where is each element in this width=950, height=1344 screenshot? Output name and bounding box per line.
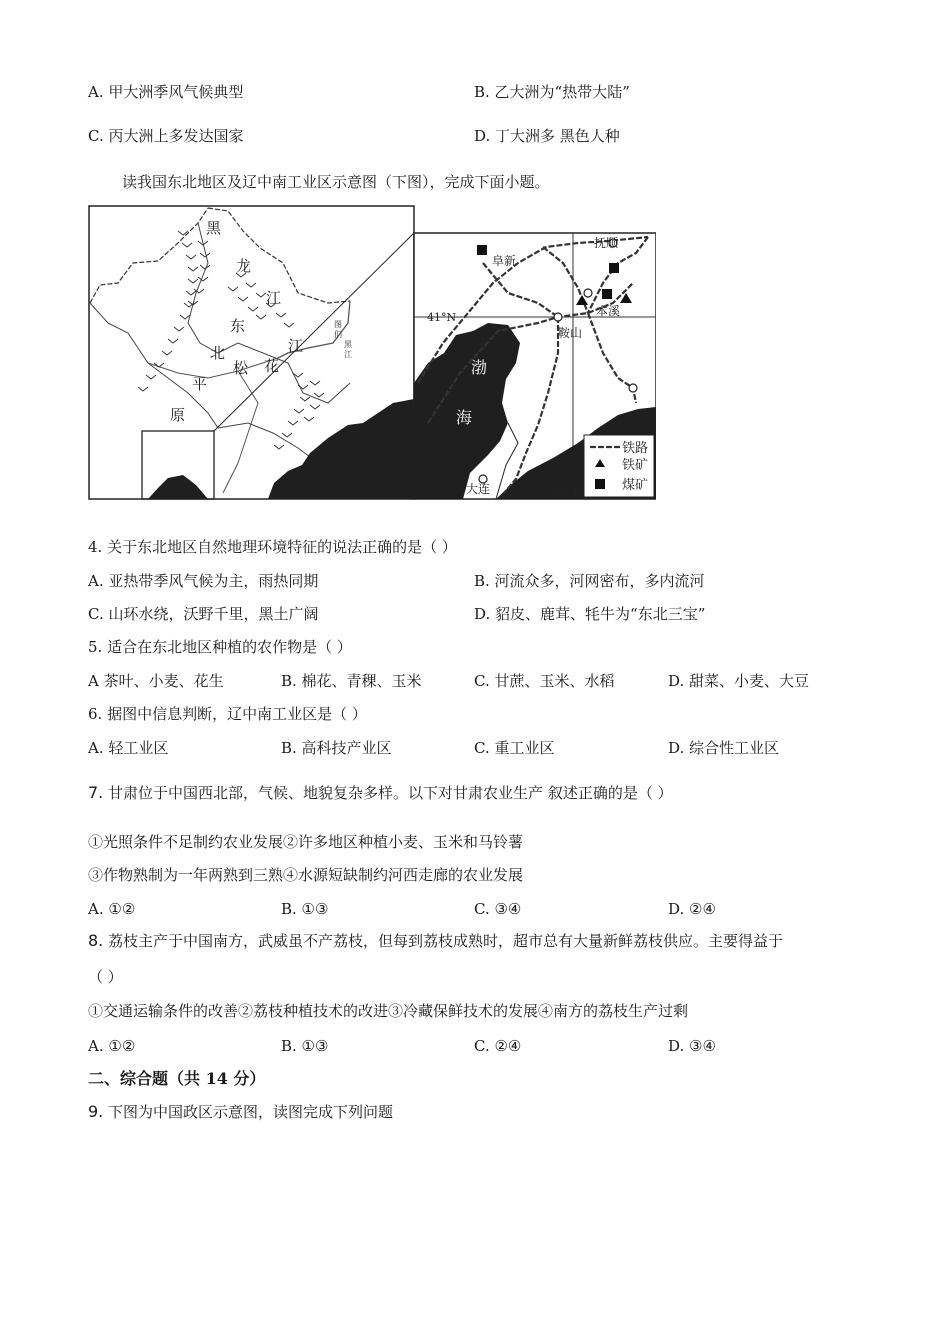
q8-option-d: D. ③④: [668, 1037, 716, 1055]
map-city-dalian: 大连: [466, 482, 491, 496]
q4-option-b: B. 河流众多，河网密布，多内流河: [474, 572, 705, 590]
q5-option-b: B. 棉花、青稞、玉米: [281, 672, 422, 690]
q9-number: 9.: [88, 1102, 104, 1121]
map-city-anshan: 鞍山: [558, 326, 583, 340]
q4-option-d: D. 貂皮、鹿茸、牦牛为“东北三宝”: [474, 605, 706, 623]
map-label-hua: 花: [264, 357, 280, 375]
q7-statement-1: ①光照条件不足制约农业发展②许多地区种植小麦、玉米和马铃薯: [88, 833, 524, 851]
section-heading: 二、综合题（共 14 分）: [88, 1069, 266, 1088]
map-lat-label: 41°N: [427, 311, 457, 324]
q4-option-a: A. 亚热带季风气候为主，雨热同期: [88, 572, 319, 590]
map-label-long: 龙: [236, 257, 252, 275]
q7-number: 7.: [88, 783, 104, 802]
map-label-ping: 平: [192, 375, 208, 393]
q8-stem: [88, 931, 783, 951]
q6-option-a: A. 轻工业区: [88, 739, 169, 757]
q9-text: 下图为中国政区示意图，读图完成下列问题: [108, 1103, 394, 1121]
map-small-men: 们: [334, 330, 342, 339]
q6-stem: 6. 据图中信息判断，辽中南工业区是（ ）: [88, 705, 367, 723]
q8-option-b: B. ①③: [281, 1037, 329, 1055]
map-sea-bo: 渤: [471, 358, 488, 377]
q8-option-a: A. ①②: [88, 1037, 136, 1055]
northeast-map-figure: [88, 203, 656, 501]
q3-option-d: D. 丁大洲多 黑色人种: [474, 127, 620, 145]
q7-option-b: B. ①③: [281, 900, 329, 918]
q8-option-c: C. ②④: [474, 1037, 522, 1055]
map-label-hei: 黑: [206, 219, 222, 237]
map-city-fushun: 抚顺: [594, 236, 619, 250]
q4-stem: 4. 关于东北地区自然地理环境特征的说法正确的是（ ）: [88, 538, 457, 556]
map-label-yuan: 原: [170, 406, 186, 424]
map-legend: [584, 435, 654, 497]
q8-number: 8.: [88, 931, 104, 950]
map-label-bei: 北: [210, 344, 226, 362]
q5-option-a: A 茶叶、小麦、花生: [88, 672, 224, 690]
legend-railway: 铁路: [622, 441, 649, 456]
map-city-benxi: 本溪: [596, 304, 621, 318]
legend-coal: 煤矿: [622, 478, 649, 493]
q7-option-d: D. ②④: [668, 900, 716, 918]
q5-option-c: C. 甘蔗、玉米、水稻: [474, 672, 615, 690]
map-label-dong: 东: [230, 317, 246, 335]
map-small-hei: 黑: [344, 340, 352, 349]
q8-answer-paren: （ ）: [88, 968, 123, 986]
map-label-jiang2: 江: [288, 337, 304, 355]
map-small-jiang: 江: [344, 350, 352, 359]
q7-stem: [88, 783, 673, 803]
legend-iron: 铁矿: [622, 458, 649, 473]
q6-option-d: D. 综合性工业区: [668, 739, 780, 757]
q8-text: 荔枝主产于中国南方，武威虽不产荔枝，但每到荔枝成熟时，超市总有大量新鲜荔枝供应。主要得益于: [108, 932, 784, 950]
q7-text: 甘肃位于中国西北部，气候、地貌复杂多样。以下对甘肃农业生产 叙述正确的是（ ）: [108, 784, 673, 802]
q4-option-c: C. 山环水绕，沃野千里，黑土广阔: [88, 605, 319, 623]
northeast-overview-map: [89, 206, 414, 499]
q7-option-c: C. ③④: [474, 900, 522, 918]
intro-text: 读我国东北地区及辽中南工业区示意图（下图），完成下面小题。: [122, 173, 550, 191]
q9-stem: [88, 1102, 393, 1122]
map-city-fuxin: 阜新: [492, 254, 517, 268]
q3-option-c: C. 丙大洲上多发达国家: [88, 127, 244, 145]
q7-option-a: A. ①②: [88, 900, 136, 918]
q7-statement-2: ③作物熟制为一年两熟到三熟④水源短缺制约河西走廊的农业发展: [88, 866, 524, 884]
map-small-tu: 图: [334, 320, 342, 329]
q5-stem: 5. 适合在东北地区种植的农作物是（ ）: [88, 638, 352, 656]
map-sea-hai: 海: [456, 408, 473, 427]
map-label-song: 松: [233, 359, 249, 377]
q6-option-c: C. 重工业区: [474, 739, 555, 757]
liaozhongnan-inset-map: [414, 233, 656, 499]
q3-option-b: B. 乙大洲为“热带大陆”: [474, 83, 630, 101]
q8-statement-1: ①交通运输条件的改善②荔枝种植技术的改进③冷藏保鲜技术的发展④南方的荔枝生产过剩: [88, 1002, 689, 1020]
q3-option-a: A. 甲大洲季风气候典型: [88, 83, 244, 101]
q6-option-b: B. 高科技产业区: [281, 739, 392, 757]
q5-option-d: D. 甜菜、小麦、大豆: [668, 672, 810, 690]
map-lon-label: 123°E: [546, 485, 581, 498]
map-label-jiang: 江: [266, 289, 282, 307]
